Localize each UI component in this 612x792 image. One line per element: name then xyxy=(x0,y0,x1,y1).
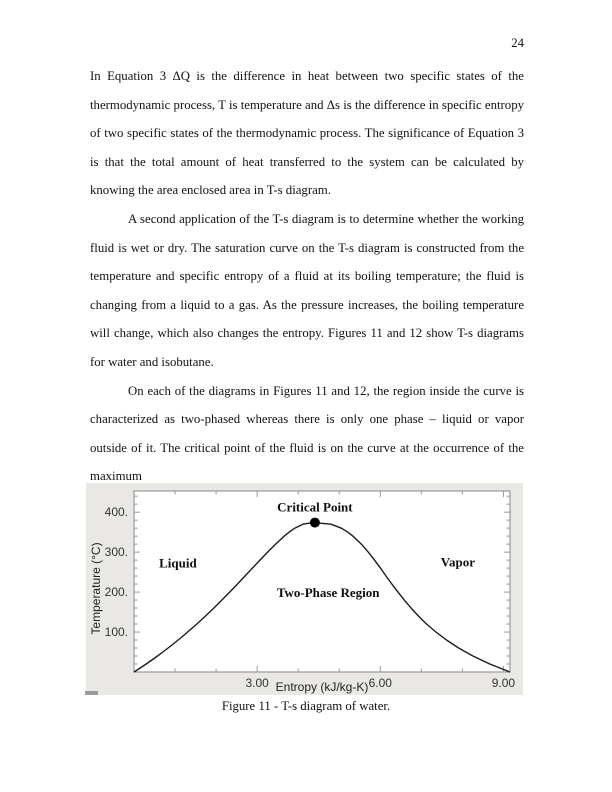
figure-corner-artifact xyxy=(85,691,98,695)
region-label: Vapor xyxy=(440,554,475,570)
paragraph: On each of the diagrams in Figures 11 and 12, the region inside the curve is characterized as two-phased whereas there is only one phase – liquid or vapor outside of it. The critical point of the fluid is on the curve at the occurrence of the maximum xyxy=(90,383,524,484)
x-tick-label: 6.00 xyxy=(368,676,392,690)
paragraph: In Equation 3 ΔQ is the difference in heat between two specific states of the thermodynamic process, T is temperature and Δs is the difference in specific entropy of two specific states of the thermodynamic process. The significance of Equation 3 is that the total amount of heat transferred to the system can be calculated by knowing the area enclosed area in T-s diagram. xyxy=(90,69,524,198)
critical-point-marker xyxy=(310,518,320,528)
paragraph: A second application of the T-s diagram is to determine whether the working fluid is wet or dry. The saturation curve on the T-s diagram is constructed from the temperature and specific entropy of a fluid at its boiling temperature; the fluid is changing from a liquid to a gas. As the pressure increases, the boiling temperature will change, which also changes the entropy. Figures 11 and 12 show T-s diagrams for water and isobutane. xyxy=(90,211,524,369)
ts-chart-svg xyxy=(86,483,523,695)
y-tick-label: 400. xyxy=(104,505,128,520)
body-text xyxy=(90,62,524,491)
page-number: 24 xyxy=(511,36,524,50)
critical-point-label: Critical Point xyxy=(277,499,353,515)
region-label: Liquid xyxy=(159,555,197,571)
y-tick-label: 100. xyxy=(104,625,128,640)
x-tick-label: 3.00 xyxy=(245,676,269,690)
x-axis-title: Entropy (kJ/kg-K) xyxy=(275,680,369,694)
y-axis-title: Temperature (°C) xyxy=(89,542,103,635)
y-tick-label: 200. xyxy=(104,585,128,600)
figure-caption: Figure 11 - T-s diagram of water. xyxy=(221,699,391,713)
x-tick-label: 9.00 xyxy=(491,676,516,690)
region-label: Two-Phase Region xyxy=(276,584,380,600)
y-tick-label: 300. xyxy=(104,545,128,560)
figure-11-ts-diagram xyxy=(86,483,523,695)
